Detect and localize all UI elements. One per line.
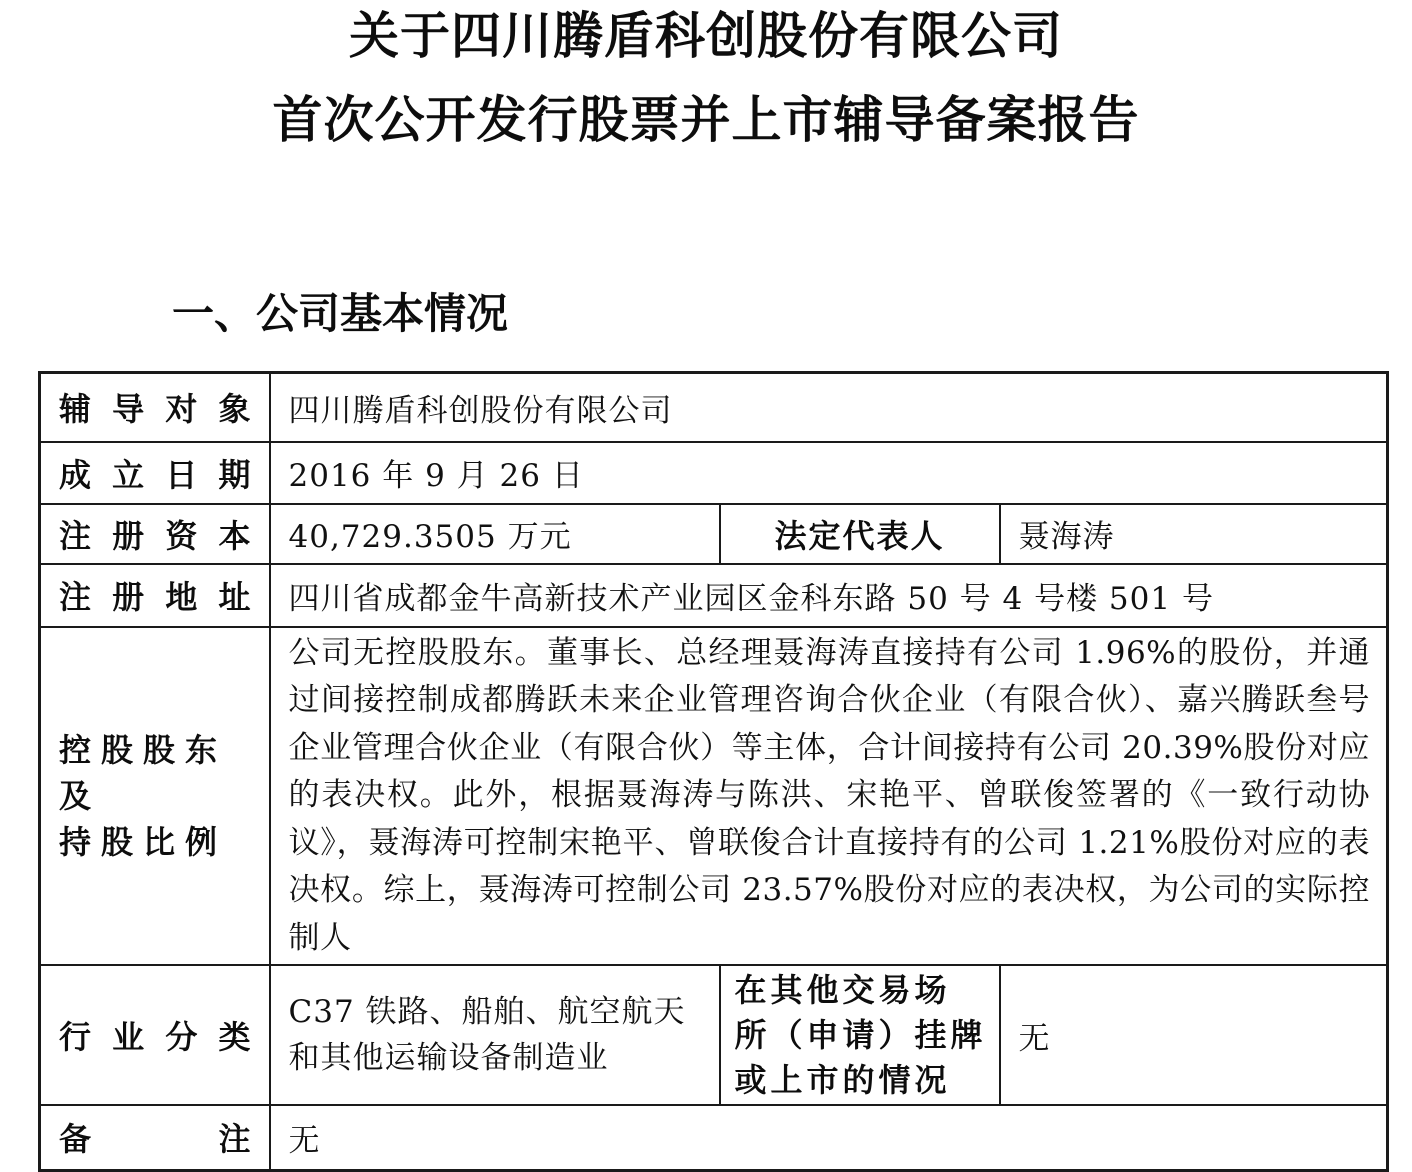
value-cell [270,965,720,1105]
table-row-registered-capital [40,504,1388,564]
registered-capital-value: 40,729.3505 万元 [288,519,572,555]
company-info-table [38,371,1389,1172]
legal-representative-value: 聂海涛 [1018,519,1115,555]
controlling-shareholder-value: 公司无控股股东。董事长、总经理聂海涛直接持有公司 1.96%的股份，并通过间接控制成都腾跃未来企业管理咨询合伙企业（有限合伙）、嘉兴腾跃叁号企业管理合伙企业（有限合伙）等主体，合计间接持有公司 20.39%股份对应的表决权。此外，根据聂海涛与陈洪、宋艳平、曾联俊签署的《一致行动协议》，聂海涛可控制宋艳平、曾联俊合计直接持有的公司 1.21%股份对应的表决权。综上，聂海涛可控制公司 23.57%股份对应的表决权，为公司的实际控制人 [288,634,1371,956]
value-cell [270,373,1388,442]
guidance-target-label: 辅 导 对 象 [59,390,251,429]
legal-representative-label: 法定代表人 [774,516,945,555]
remarks-label: 备 注 [59,1120,251,1159]
label-cell [40,564,270,627]
other-listing-label: 在其他交易场 所（申请）挂牌 或上市的情况 [734,970,987,1099]
controlling-shareholder-label: 控股股东及 持股比例 [59,730,228,861]
label-cell [40,1105,270,1170]
industry-label: 行 业 分 类 [59,1018,251,1056]
document-title-line1: 关于四川腾盾科创股份有限公司 [349,7,1063,65]
table-row-industry [40,965,1388,1105]
value-cell [270,504,720,564]
table-row-registered-address [40,564,1388,627]
value-cell [270,627,1388,966]
value-cell [270,442,1388,504]
table-row-controlling-shareholder [40,627,1388,966]
industry-value: C37 铁路、船舶、航空航天 和其他运输设备制造业 [288,994,686,1076]
label-cell [720,965,1000,1105]
table-row-remarks [40,1105,1388,1170]
document-title-line2: 首次公开发行股票并上市辅导备案报告 [272,91,1140,149]
value-cell [270,1105,1388,1170]
value-cell [1000,965,1388,1105]
registered-address-label: 注 册 地 址 [59,578,251,616]
value-cell [1000,504,1388,564]
registered-capital-label: 注 册 资 本 [59,516,251,555]
label-cell [40,373,270,442]
guidance-target-value: 四川腾盾科创股份有限公司 [288,392,673,429]
established-date-label: 成 立 日 期 [59,455,251,494]
label-cell [40,504,270,564]
label-cell [40,965,270,1105]
label-cell [40,442,270,504]
remarks-value: 无 [288,1122,321,1159]
label-cell [40,627,270,966]
registered-address-value: 四川省成都金牛高新技术产业园区金科东路 50 号 4 号楼 501 号 [288,580,1214,617]
table-row-guidance-target [40,373,1388,442]
label-cell [720,504,1000,564]
other-listing-value: 无 [1018,1020,1051,1057]
table-row-established-date [40,442,1388,504]
established-date-value: 2016 年 9 月 26 日 [288,458,584,494]
section-heading: 一、公司基本情况 [172,289,509,338]
value-cell [270,564,1388,627]
